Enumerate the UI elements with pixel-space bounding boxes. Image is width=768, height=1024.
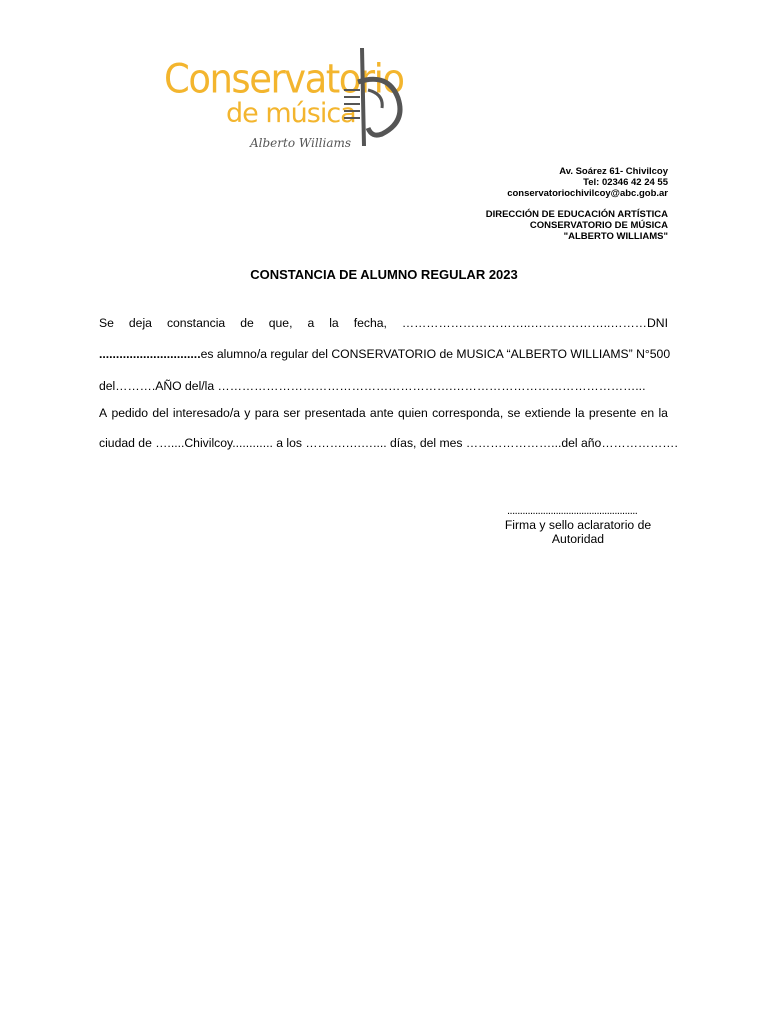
word: Se [99,316,114,330]
address-street: Av. Soárez 61- Chivilcoy [559,166,668,177]
student-name-blank: .............................. [99,347,201,361]
paragraph1-line3: del……….AÑO del/la ………………………………………………….………………………………………... [99,379,646,393]
word: deja [128,316,152,330]
word: la [575,406,585,420]
music-clef-icon [338,42,408,154]
word: interesado/a [172,406,240,420]
word: quien [397,406,428,420]
word: ante [369,406,394,420]
address-block [507,166,668,199]
word: de [240,316,254,330]
signature-line: ................................................... [507,505,638,517]
address-email: conservatoriochivilcoy@abc.gob.ar [507,188,668,199]
word: presentada [304,406,366,420]
word: presente [588,406,637,420]
logo-name-line1: Conservatorio [164,56,404,103]
word: fecha, [353,316,387,330]
paragraph2-line1 [99,406,668,420]
word: que, [268,316,293,330]
word: para [254,406,280,420]
signature-label [498,518,658,546]
department-line1: DIRECCIÓN DE EDUCACIÓN ARTÍSTICA [485,209,668,220]
conservatorio-logo [158,40,420,158]
word: y [244,406,251,420]
word: del [152,406,169,420]
paragraph1-line1 [99,316,668,330]
word: ser [283,406,301,420]
word: pedido [111,406,149,420]
department-line3: "ALBERTO WILLIAMS" [563,231,668,242]
signature-label-line2: Autoridad [551,532,605,546]
paragraph1-line2 [99,347,671,361]
signature-label-line1: Firma y sello aclaratorio de [504,518,652,532]
word: A [99,406,108,420]
paragraph1-line2-text: es alumno/a regular del CONSERVATORIO de MUSICA “ALBERTO WILLIAMS” N°500 [200,347,671,361]
department-block [486,209,668,242]
word: en [640,406,655,420]
paragraph2-line2: ciudad de ….....Chivilcoy............ a los ……….….….... días, del mes …………………...del año………………. [99,436,678,450]
word: constancia [166,316,226,330]
word: …………………………..………………..………DNI [401,316,668,330]
logo-subtitle: Alberto Williams [250,136,352,150]
address-phone: Tel: 02346 42 24 55 [583,177,668,188]
logo-name-line2: de música [226,98,356,129]
department-line2: CONSERVATORIO DE MÚSICA [529,220,668,231]
document-title: CONSTANCIA DE ALUMNO REGULAR 2023 [250,267,518,282]
word: corresponda, [432,406,504,420]
word: extiende [524,406,571,420]
word: la [658,406,668,420]
word: a [307,316,315,330]
word: la [329,316,339,330]
word: se [507,406,521,420]
